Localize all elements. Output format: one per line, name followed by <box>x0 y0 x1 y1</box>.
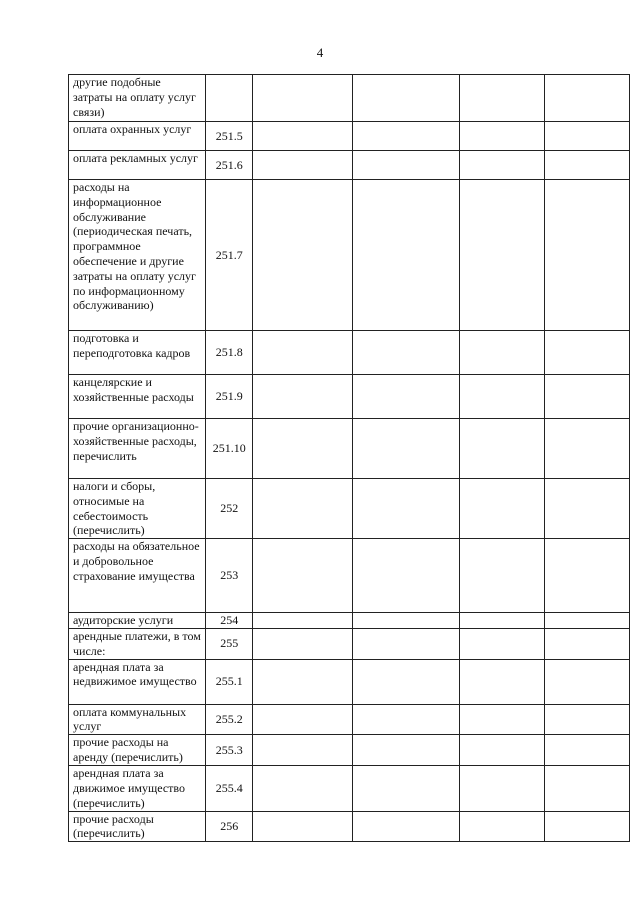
value-cell <box>544 479 629 539</box>
row-code: 251.5 <box>206 122 253 151</box>
value-cell <box>459 811 544 842</box>
table-row <box>69 659 630 704</box>
row-label: другие подобные затраты на оплату услуг связи) <box>69 75 206 122</box>
table-row <box>69 122 630 151</box>
value-cell <box>459 766 544 811</box>
table-row <box>69 375 630 419</box>
row-code: 251.8 <box>206 331 253 375</box>
value-cell <box>353 704 459 735</box>
row-label: арендная плата за недвижимое имущество <box>69 659 206 704</box>
value-cell <box>459 180 544 331</box>
table-row <box>69 419 630 479</box>
value-cell <box>459 479 544 539</box>
value-cell <box>353 766 459 811</box>
value-cell <box>544 539 629 613</box>
value-cell <box>253 479 353 539</box>
table-row <box>69 479 630 539</box>
value-cell <box>544 122 629 151</box>
value-cell <box>459 375 544 419</box>
value-cell <box>353 539 459 613</box>
table-row <box>69 811 630 842</box>
row-code: 256 <box>206 811 253 842</box>
value-cell <box>353 375 459 419</box>
row-code: 255.2 <box>206 704 253 735</box>
value-cell <box>253 704 353 735</box>
value-cell <box>353 811 459 842</box>
row-label: расходы на информационное обслуживание (периодическая печать, программное обеспечение и другие затраты на оплату услуг по информационному обслуживанию) <box>69 180 206 331</box>
report-table <box>68 74 630 842</box>
value-cell <box>253 539 353 613</box>
row-code: 254 <box>206 613 253 629</box>
value-cell <box>253 151 353 180</box>
table-row <box>69 628 630 659</box>
table-row <box>69 704 630 735</box>
value-cell <box>253 659 353 704</box>
table-row <box>69 75 630 122</box>
row-code <box>206 75 253 122</box>
row-code: 252 <box>206 479 253 539</box>
value-cell <box>353 419 459 479</box>
value-cell <box>544 704 629 735</box>
value-cell <box>353 613 459 629</box>
value-cell <box>353 151 459 180</box>
value-cell <box>253 331 353 375</box>
value-cell <box>353 479 459 539</box>
value-cell <box>253 613 353 629</box>
row-label: оплата охранных услуг <box>69 122 206 151</box>
value-cell <box>459 75 544 122</box>
row-label: расходы на обязательное и добровольное страхование имущества <box>69 539 206 613</box>
value-cell <box>353 659 459 704</box>
value-cell <box>544 419 629 479</box>
value-cell <box>544 628 629 659</box>
value-cell <box>544 735 629 766</box>
row-label: оплата рекламных услуг <box>69 151 206 180</box>
value-cell <box>353 122 459 151</box>
value-cell <box>459 151 544 180</box>
row-label: подготовка и переподготовка кадров <box>69 331 206 375</box>
value-cell <box>459 613 544 629</box>
value-cell <box>544 180 629 331</box>
value-cell <box>353 75 459 122</box>
value-cell <box>459 735 544 766</box>
row-label: канцелярские и хозяйственные расходы <box>69 375 206 419</box>
table-row <box>69 766 630 811</box>
value-cell <box>253 628 353 659</box>
value-cell <box>459 122 544 151</box>
value-cell <box>253 811 353 842</box>
value-cell <box>544 659 629 704</box>
value-cell <box>459 628 544 659</box>
page-number: 4 <box>316 45 324 60</box>
table-row <box>69 539 630 613</box>
value-cell <box>353 628 459 659</box>
row-code: 251.6 <box>206 151 253 180</box>
value-cell <box>544 375 629 419</box>
value-cell <box>544 75 629 122</box>
row-label: прочие расходы (перечислить) <box>69 811 206 842</box>
row-code: 251.7 <box>206 180 253 331</box>
row-label: арендные платежи, в том числе: <box>69 628 206 659</box>
value-cell <box>544 151 629 180</box>
row-label: аудиторские услуги <box>69 613 206 629</box>
table-row <box>69 613 630 629</box>
value-cell <box>353 331 459 375</box>
row-label: прочие организационно-хозяйственные расходы, перечислить <box>69 419 206 479</box>
value-cell <box>253 375 353 419</box>
table-row <box>69 331 630 375</box>
row-code: 253 <box>206 539 253 613</box>
value-cell <box>253 75 353 122</box>
value-cell <box>253 180 353 331</box>
value-cell <box>253 766 353 811</box>
row-code: 251.10 <box>206 419 253 479</box>
value-cell <box>253 735 353 766</box>
value-cell <box>459 539 544 613</box>
value-cell <box>459 331 544 375</box>
value-cell <box>544 766 629 811</box>
value-cell <box>544 811 629 842</box>
row-code: 255.4 <box>206 766 253 811</box>
value-cell <box>459 419 544 479</box>
row-label: арендная плата за движимое имущество (перечислить) <box>69 766 206 811</box>
row-code: 255 <box>206 628 253 659</box>
value-cell <box>544 613 629 629</box>
table-row <box>69 180 630 331</box>
row-code: 255.1 <box>206 659 253 704</box>
row-label: прочие расходы на аренду (перечислить) <box>69 735 206 766</box>
value-cell <box>459 704 544 735</box>
value-cell <box>353 735 459 766</box>
table-row <box>69 735 630 766</box>
row-code: 255.3 <box>206 735 253 766</box>
row-label: оплата коммунальных услуг <box>69 704 206 735</box>
value-cell <box>459 659 544 704</box>
value-cell <box>353 180 459 331</box>
value-cell <box>253 419 353 479</box>
value-cell <box>253 122 353 151</box>
row-label: налоги и сборы, относимые на себестоимость (перечислить) <box>69 479 206 539</box>
row-code: 251.9 <box>206 375 253 419</box>
value-cell <box>544 331 629 375</box>
table-row <box>69 151 630 180</box>
